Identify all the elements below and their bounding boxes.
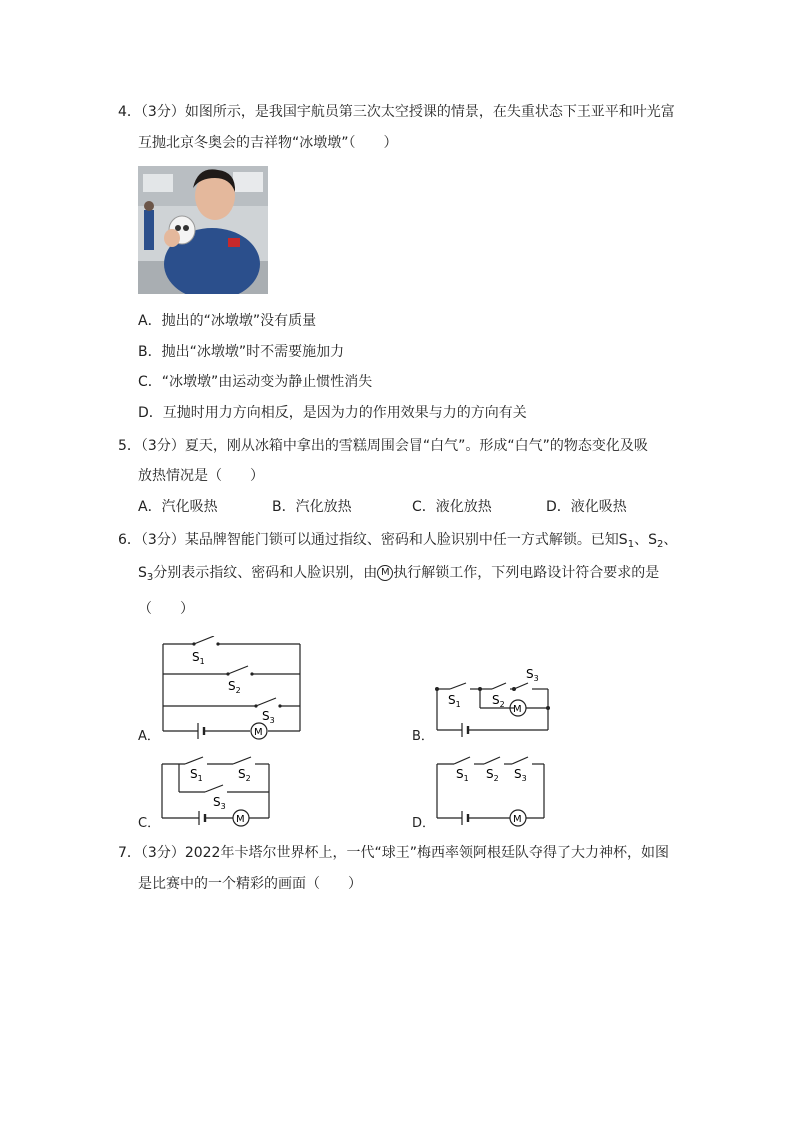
q5-stem-line2: 放热情况是（ ） [138,468,264,484]
q6-stem-line3: （ ） [138,601,194,617]
q4-stem-line2: 互抛北京冬奥会的吉祥物“冰墩墩”（ ） [138,135,398,151]
circuit-c-label[interactable]: C． [138,816,161,831]
q5-option-d[interactable]: D．液化吸热 [546,499,627,515]
svg-text:S1: $S_1$ [192,650,205,666]
svg-text:S2: $S_2$ [486,767,499,783]
q6-stem-line2: $S_3$分别表示指纹、密码和人脸识别，由 M 执行解锁工作，下列电路设计符合要求的是 [138,565,660,583]
astronaut-photo [138,166,268,294]
circuit-c-motor-label: M [236,814,245,825]
circuit-b [430,664,560,744]
circuit-b-label[interactable]: B． [412,729,434,744]
svg-text:S3: $S_3$ [262,709,275,725]
q7-stem-line2: 是比赛中的一个精彩的画面（ ） [138,876,362,892]
q4-option-b[interactable]: B．抛出“冰墩墩”时不需要施加力 [138,344,345,360]
svg-text:S2: $S_2$ [238,767,251,783]
svg-text:S1: $S_1$ [456,767,469,783]
q5-option-c[interactable]: C．液化放热 [412,499,492,515]
circuit-b-motor-label: M [513,704,522,715]
q4-stem-line1: 4．（3分）如图所示，是我国宇航员第三次太空授课的情景，在失重状态下王亚平和叶光富 [118,104,675,120]
circuit-a-label[interactable]: A． [138,729,160,744]
svg-text:S2: $S_2$ [492,693,505,709]
svg-text:S3: $S_3$ [213,795,226,811]
circuit-d-label[interactable]: D． [412,816,436,831]
q5-option-a[interactable]: A．汽化吸热 [138,499,218,515]
svg-text:S1: $S_1$ [448,693,461,709]
q6-stem-line1: 6．（3分）某品牌智能门锁可以通过指纹、密码和人脸识别中任一方式解锁。已知$S_1$、$S_2$、 [118,532,678,550]
q5-stem-line1: 5．（3分）夏天，刚从冰箱中拿出的雪糕周围会冒“白气”。形成“白气”的物态变化及吸 [118,438,648,454]
q5-option-b[interactable]: B．汽化放热 [272,499,352,515]
q7-stem-line1: 7．（3分）2022年卡塔尔世界杯上，一代“球王”梅西率领阿根廷队夺得了大力神杯，如图 [118,845,669,861]
svg-text:S2: $S_2$ [228,679,241,695]
circuit-a-motor-label: M [254,727,263,738]
svg-text:S1: $S_1$ [190,767,203,783]
circuit-d [430,752,555,832]
q4-option-d[interactable]: D．互抛时用力方向相反，是因为力的作用效果与力的方向有关 [138,405,527,421]
q4-option-a[interactable]: A．抛出的“冰墩墩”没有质量 [138,313,317,329]
q4-option-c[interactable]: C．“冰墩墩”由运动变为静止惯性消失 [138,374,373,390]
circuit-c [155,752,280,832]
circuit-d-motor-label: M [513,814,522,825]
svg-text:S3: $S_3$ [526,667,539,683]
motor-symbol-inline: M [377,565,393,581]
svg-text:S3: $S_3$ [514,767,527,783]
circuit-a [150,636,310,746]
